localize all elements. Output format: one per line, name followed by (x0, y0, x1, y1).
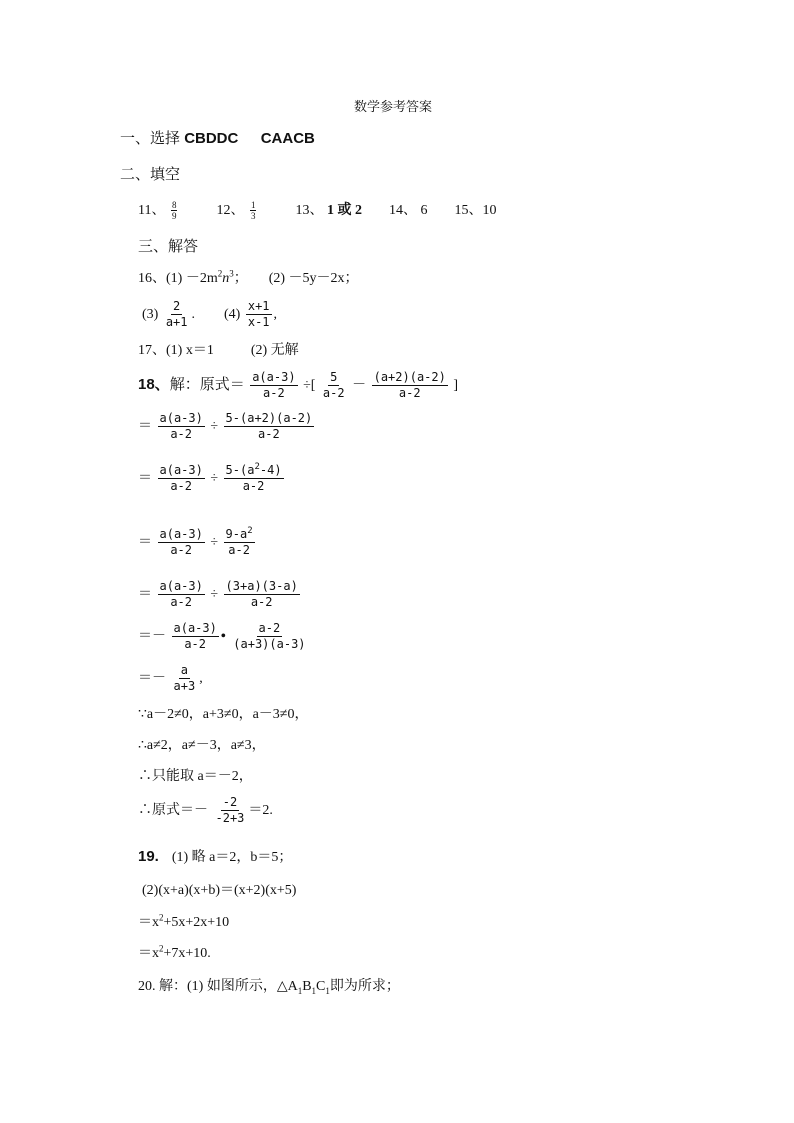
q18-line1: 18、解：原式＝ $\frac{a(a-3)}{a-2}$ ÷[ $\frac{5}{a-2}$ － $\frac{(a+2)(a-2)}{a-2}$ ] (138, 370, 459, 401)
q18-step5: ＝ $\frac{a(a-3)}{a-2}$ ÷ $\frac{(3+a)(3-a)}{a-2}$ (138, 579, 298, 610)
choice-answers-b: CAACB (260, 130, 315, 147)
q12-fraction: $\frac{1}{3}$ (250, 200, 256, 222)
q18-step3: ＝ $\frac{a(a-3)}{a-2}$ ÷ $\frac{5-(a^2-4)}{a-2}$ (138, 462, 282, 494)
q18-result: ∴原式＝－ $\frac{-2}{-2+3}$ ＝2. (138, 795, 273, 826)
q19-line1: 19. (1) 略 a＝2，b＝5； (138, 848, 293, 865)
q19-line2: (2)(x+a)(x+b)＝(x+2)(x+5) (142, 883, 297, 898)
q18-cond3: ∴只能取 a＝－2， (138, 769, 253, 784)
section-solve-label: 三、解答 (138, 238, 199, 255)
q19-line3: $=x^2+5x+2x+10$ (138, 912, 230, 930)
section-choice (120, 130, 315, 148)
q14-number: 14、 (388, 203, 417, 218)
choice-answers-a: CBDDC (184, 130, 239, 147)
fill-answers (138, 200, 496, 222)
q17-line: 17、(1) x＝1 (2) 无解 (138, 343, 299, 358)
q19-line4: $=x^2+7x+10$. (138, 943, 211, 961)
q16-line2: (3) $\frac{2}{a+1}$ . (4) $\frac{x+1}{x-1}$ , (142, 299, 278, 330)
q16-line1: 16、$(1) -2m^2n^3$； (2) －5y－2x； (138, 268, 359, 286)
q13-number: 13、 (295, 203, 324, 218)
q18-step2: ＝ $\frac{a(a-3)}{a-2}$ ÷ $\frac{5-(a+2)(a-2)}{a-2}$ (138, 411, 313, 442)
q18-step4: ＝ $\frac{a(a-3)}{a-2}$ ÷ $\frac{9-a^2}{a-2}$ (138, 526, 253, 558)
q12-number: 12、 (216, 203, 245, 218)
page-title: 数学参考答案 (354, 99, 433, 114)
q14-answer: 6 (420, 203, 428, 218)
section-fill-label: 二、填空 (120, 166, 181, 183)
q20-line: 20. 解：(1) 如图所示，$\triangle A_1B_1C_1$即为所求； (138, 979, 400, 996)
q15-answer: 10 (482, 203, 497, 218)
q13-answer: 1 或 2 (326, 203, 362, 218)
q11-fraction: $\frac{8}{9}$ (171, 200, 177, 222)
q18-step6: ＝－ $\frac{a(a-3)}{a-2}$ • $\frac{a-2}{(a+3)(a-3)}$ (138, 621, 306, 652)
q18-cond1: ∵a－2≠0，a+3≠0，a－3≠0， (138, 707, 309, 722)
section-label: 一、选择 (120, 130, 181, 147)
q16-4-fraction: $\frac{x+1}{x-1}$ (247, 299, 270, 330)
q18-step7: ＝－ $\frac{a}{a+3}$ , (138, 663, 203, 694)
q18-cond2: ∴a≠2，a≠－3，a≠3， (138, 738, 266, 753)
q16-3-fraction: $\frac{2}{a+1}$ (165, 299, 188, 330)
q15-number: 15、 (454, 203, 483, 218)
q11-number: 11、 (138, 203, 166, 218)
